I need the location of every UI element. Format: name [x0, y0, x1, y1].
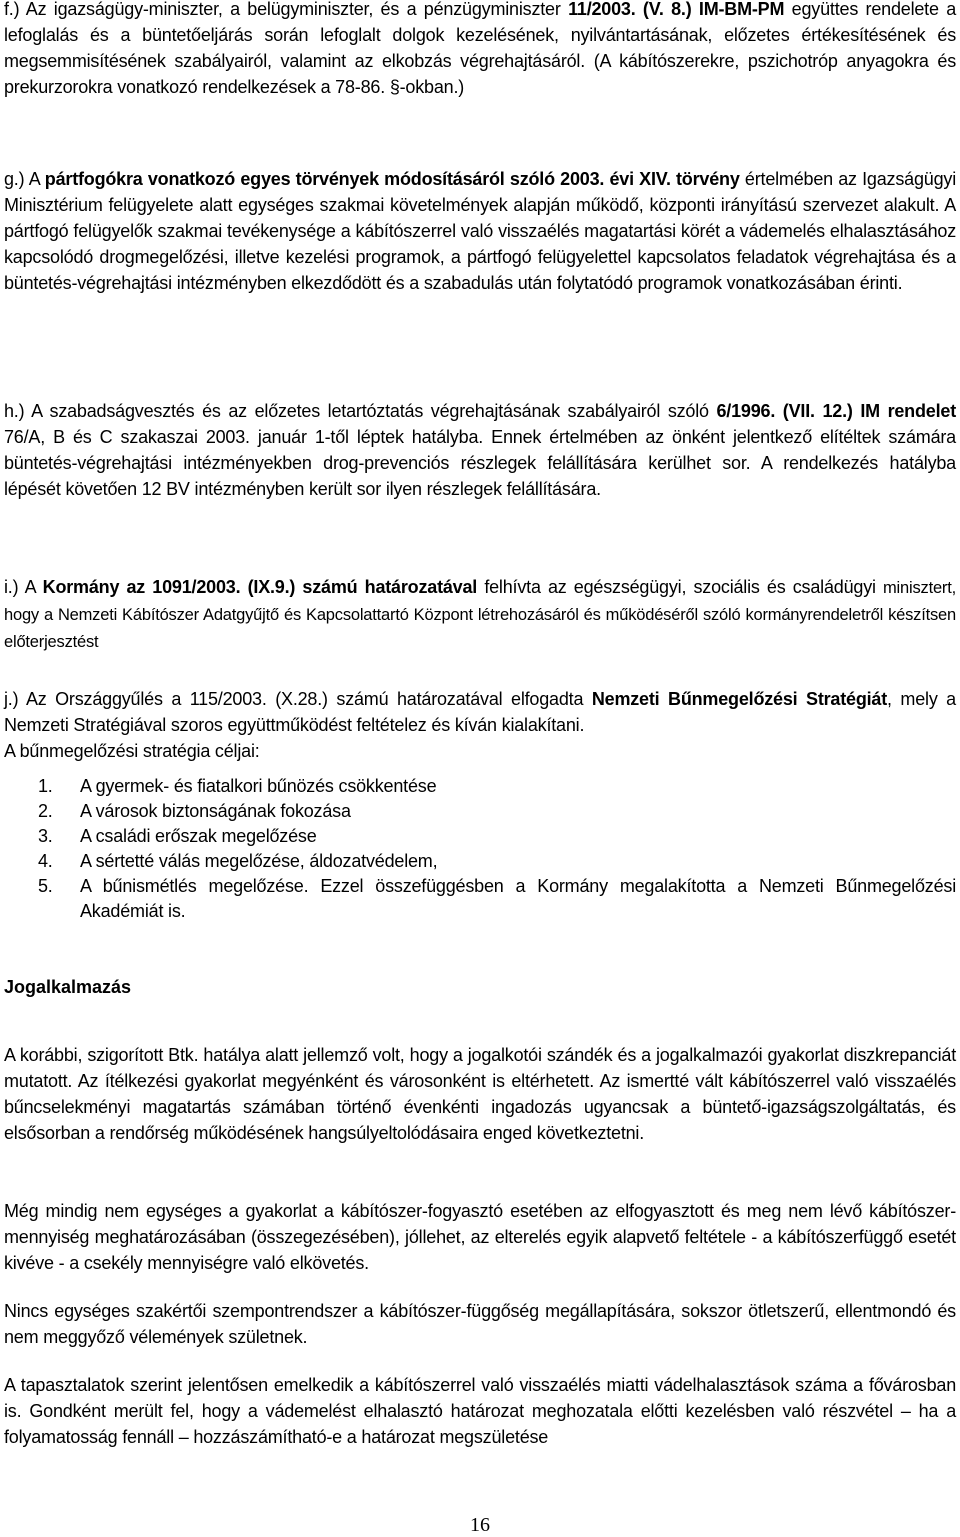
paragraph-f-text-1: f.) Az igazságügy-miniszter, a belügyminiszter, és a pénzügyminiszter	[4, 0, 569, 19]
paragraph-i-text-3: minisztert, hogy a Nemzeti Kábítószer Adatgyűjtő és Kapcsolattartó Központ létrehozásáról és működéséről szóló kormányrendeletről készítsen előterjesztést	[4, 579, 956, 651]
strategy-reference: Nemzeti Bűnmegelőzési Stratégiát	[591, 689, 888, 709]
list-item	[38, 874, 956, 924]
regulation-reference: 11/2003. (V. 8.) IM-BM-PM	[568, 0, 785, 19]
list-item	[38, 849, 956, 874]
paragraph-h-text-1: h.) A szabadságvesztés és az előzetes letartóztatás végrehajtásának szabályairól szóló	[4, 401, 717, 421]
section-heading: Jogalkalmazás	[4, 977, 132, 997]
section-paragraph-1: A korábbi, szigorított Btk. hatálya alatt jellemző volt, hogy a jogalkotói szándék és a jogalkalmazói gyakorlat diszkrepanciát mutatott. Az ítélkezési gyakorlat megyénként és városonként is eltérhetett. Az ismertté vált kábítószerrel való visszaélés bűncselekményi magatartás számában történő évenkénti ingadozás ugyancsak a büntető-igazságszolgáltatás, és elsősorban a rendőrség működésének hangsúlyeltolódásaira enged következtetni.	[4, 1045, 956, 1143]
paragraph-h	[4, 398, 956, 502]
list-item-number: 1.	[38, 776, 53, 796]
paragraph-f	[4, 0, 956, 100]
paragraph-g	[4, 166, 956, 296]
list-item-number: 2.	[38, 801, 53, 821]
paragraph-g-text-3: A pártfogó felügyelők szakmai tevékenysége a kábítószerrel való visszaélés magatartási körét a vádemelés elhalasztásához kapcsolódó drogmegelőzési, illetve kezelési programok, a pártfogó felügyelettel kapcsolatos feladatok végrehajtása és a büntetés-végrehajtási intézményben elkezdődött és a szabadulás után folytatódó programok vonatkozásában érinti.	[4, 195, 956, 293]
goals-list	[38, 774, 956, 924]
list-item-text: A sértetté válás megelőzése, áldozatvédelem,	[80, 851, 438, 871]
list-item	[38, 824, 956, 849]
list-item-text: A bűnismétlés megelőzése. Ezzel összefüggésben a Kormány megalakította a Nemzeti Bűnmegelőzési Akadémiát is.	[80, 876, 956, 921]
law-reference: pártfogókra vonatkozó egyes törvények módosításáról szóló 2003. évi XIV. törvény	[44, 169, 740, 189]
decree-reference: 6/1996. (VII. 12.) IM rendelet	[716, 401, 956, 421]
section-paragraph-3: Nincs egységes szakértői szempontrendszer a kábítószer-függőség megállapítására, sokszor ötletszerű, ellentmondó és nem meggyőző vélemények születnek.	[4, 1301, 956, 1347]
paragraph-h-text-3: Ennek értelmében az önként jelentkező elítéltek számára büntetés-végrehajtási intézményekben drog-prevenciós részlegek felállítására kerülhet sor. A rendelkezés hatályba lépését követően 12 BV intézményben került sor ilyen részlegek felállítására.	[4, 427, 956, 499]
list-item-number: 5.	[38, 876, 53, 896]
paragraph-i-text-2: felhívta az egészségügyi, szociális és családügyi	[477, 577, 884, 597]
list-item-text: A városok biztonságának fokozása	[80, 801, 351, 821]
section-paragraph-2: Még mindig nem egységes a gyakorlat a kábítószer-fogyasztó esetében az elfogyasztott és meg nem lévő kábítószer-mennyiség meghatározásában (összegezésében), jóllehet, az elterelés egyik alapvető feltétele - a kábítószerfüggő esetét kivéve - a csekély mennyiségre való elkövetés.	[4, 1201, 956, 1273]
paragraph-f-text-2: együttes rendelete a lefoglalás és a büntetőeljárás során lefoglalt dolgok kezelésének, nyilvántartásának, előzetes értékesítésének és megsemmisítésének szabályairól, valamint az elkobzás végrehajtásáról.	[4, 0, 956, 71]
goals-intro: A bűnmegelőzési stratégia céljai:	[4, 741, 260, 761]
section-paragraph-4: A tapasztalatok szerint jelentősen emelkedik a kábítószerrel való visszaélés miatti vádelhalasztások száma a fővárosban is. Gondként merült fel, hogy a vádemelést elhalasztó határozat meghozatala előtti kezelésben való részvétel – ha a folyamatosság fennáll – hozzászámítható-e a határozat megszületése	[4, 1375, 956, 1447]
list-item-text: A gyermek- és fiatalkori bűnözés csökkentése	[80, 776, 437, 796]
page-number: 16	[470, 1514, 490, 1536]
paragraph-g-text-2: értelmében az Igazságügyi Minisztérium felügyelete alatt egységes szakmai követelmények alapján működő, központi irányítású szervezet alakult.	[4, 169, 956, 215]
paragraph-i-text-1: i.) A	[4, 577, 43, 597]
list-item	[38, 774, 956, 799]
list-item-number: 3.	[38, 826, 53, 846]
list-item-text: A családi erőszak megelőzése	[80, 826, 317, 846]
government-resolution-reference: Kormány az 1091/2003. (IX.9.) számú határozatával	[42, 577, 478, 597]
paragraph-f-note: (A kábítószerekre, pszichotróp anyagokra és prekurzorokra vonatkozó rendelkezések a 78-86. §-okban.)	[4, 51, 956, 97]
list-item-number: 4.	[38, 851, 53, 871]
paragraph-j	[4, 686, 956, 764]
paragraph-j-text-2: , mely a Nemzeti Stratégiával szoros együttműködést feltételez és kíván kialakítani.	[4, 689, 956, 735]
list-item	[38, 799, 956, 824]
paragraph-h-text-2: 76/A, B és C szakaszai 2003. január 1-től léptek hatályba.	[4, 427, 492, 447]
paragraph-g-text-1: g.) A	[4, 169, 45, 189]
paragraph-i	[4, 574, 956, 655]
paragraph-j-text-1: j.) Az Országgyűlés a 115/2003. (X.28.) számú határozatával elfogadta	[4, 689, 592, 709]
